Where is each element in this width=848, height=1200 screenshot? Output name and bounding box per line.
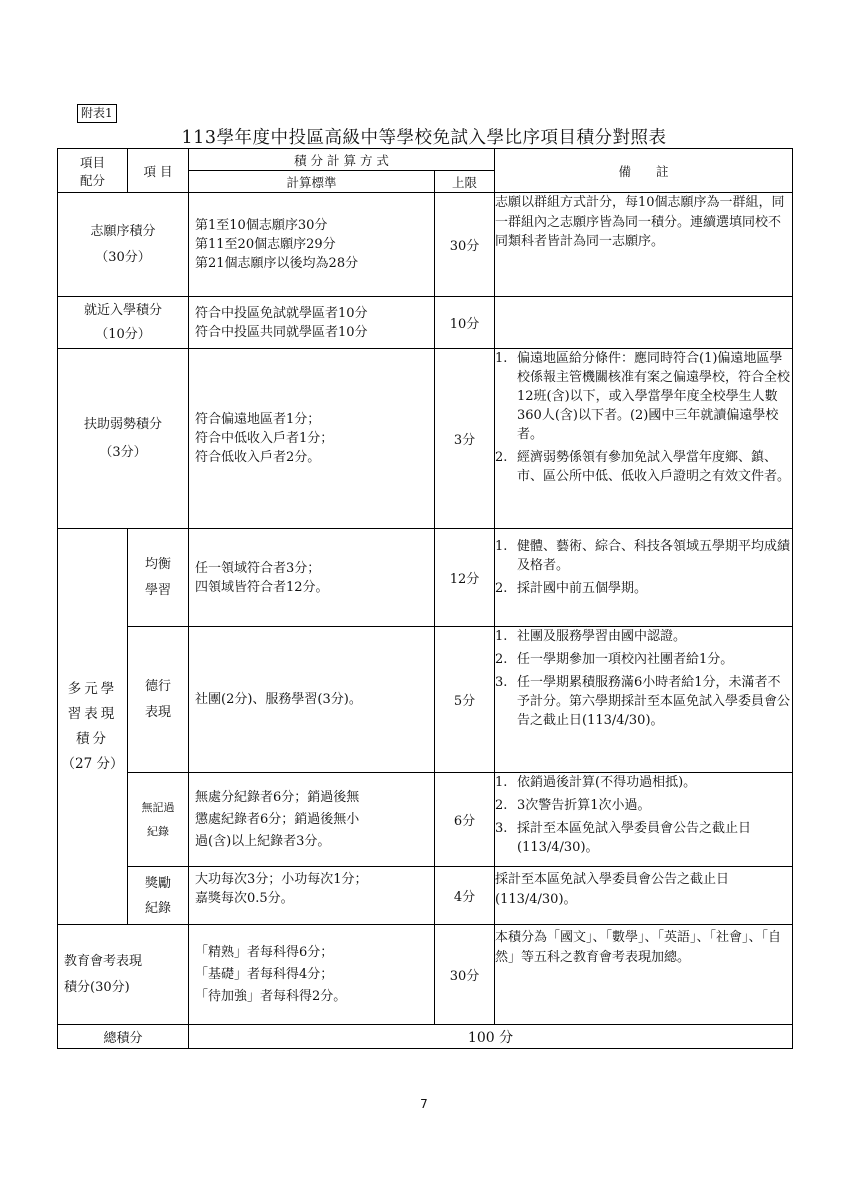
disadv-label: 扶助弱勢積分 <box>83 416 162 432</box>
row-conduct <box>58 627 793 773</box>
remark-number: 1. <box>495 629 508 644</box>
remark-text: 任一學期參加一項校內社團者給1分。 <box>517 652 734 667</box>
nearby-standard-line: 符合中投區免試就學區者10分 <box>195 305 368 321</box>
conduct-label-line: 德行 <box>144 678 171 694</box>
header-calc-standard: 計算標準 <box>189 171 435 193</box>
disadv-remark-list <box>495 349 792 486</box>
header-item: 項 目 <box>128 149 189 193</box>
remark-item <box>495 627 792 646</box>
header-remarks: 備 註 <box>495 149 793 193</box>
remark-number: 2. <box>495 450 508 465</box>
remark-number: 3. <box>495 675 508 690</box>
row-wish <box>58 193 793 297</box>
remark-text: 3次警告折算1次小過。 <box>517 798 651 813</box>
record-label-line: 紀錄 <box>147 824 169 838</box>
balanced-standard <box>189 529 435 627</box>
conduct-standard-line: 社團(2分)、服務學習(3分)。 <box>195 692 362 707</box>
page-title: 113學年度中投區高級中等學校免試入學比序項目積分對照表 <box>181 128 667 148</box>
remark-number: 2. <box>495 798 508 813</box>
disadv-standard-line: 符合中低收入戶者1分； <box>195 431 334 446</box>
conduct-label <box>128 627 189 773</box>
appendix-tag: 附表1 <box>77 104 117 123</box>
award-standard <box>189 867 435 925</box>
wish-sub: （30分） <box>95 249 151 265</box>
remark-text: 採計國中前五個學期。 <box>517 581 648 596</box>
nearby-sub: （10分） <box>95 326 151 342</box>
wish-standard <box>189 193 435 297</box>
remark-number: 1. <box>495 539 508 554</box>
disadv-remarks <box>495 349 793 529</box>
balanced-limit: 12分 <box>435 529 495 627</box>
balanced-standard-line: 任一領域符合者3分； <box>195 560 321 576</box>
disadv-limit: 3分 <box>435 349 495 529</box>
exam-sub: 積分(30分) <box>64 979 130 995</box>
wish-standard-line: 第21個志願序以後均為28分 <box>195 256 359 271</box>
balanced-remark-list <box>495 537 792 598</box>
row-award <box>58 867 793 925</box>
remark-item <box>495 773 792 792</box>
remark-item <box>495 673 792 730</box>
remark-number: 2. <box>495 581 508 596</box>
nearby-remark <box>495 297 793 349</box>
remark-item <box>495 579 792 598</box>
nearby-label: 就近入學積分 <box>83 302 162 318</box>
remark-number: 2. <box>495 652 508 667</box>
header-calc-method: 積 分 計 算 方 式 <box>189 149 495 171</box>
record-remarks <box>495 773 793 867</box>
conduct-label-line: 表現 <box>144 704 171 720</box>
multi-label-line: 習表現 <box>67 705 118 722</box>
wish-remark: 志願以群組方式計分，每10個志願序為一群組，同一群組內之志願序皆為同一積分。連續選填同校不同類科者皆計為同一志願序。 <box>495 193 793 297</box>
nearby-standard <box>189 297 435 349</box>
record-standard <box>189 773 435 867</box>
multi-label-line: 積分 <box>76 730 109 747</box>
remark-item <box>495 819 792 857</box>
exam-standard-line: 「待加強」者每科得2分。 <box>195 988 347 1004</box>
disadv-standard <box>189 349 435 529</box>
exam-standard <box>189 925 435 1025</box>
header-score-label: 配分 <box>79 172 105 188</box>
record-label <box>128 773 189 867</box>
row-balanced <box>58 529 793 627</box>
exam-label-cell <box>58 925 189 1025</box>
balanced-standard-line: 四領域皆符合者12分。 <box>195 579 329 595</box>
record-standard-line: 過(含)以上紀錄者3分。 <box>195 833 331 849</box>
remark-number: 1. <box>495 351 508 366</box>
remark-item <box>495 796 792 815</box>
remark-number: 3. <box>495 821 508 836</box>
record-standard-line: 懲處紀錄者6分；銷過後無小 <box>195 811 360 827</box>
row-exam <box>58 925 793 1025</box>
award-standard-line: 嘉獎每次0.5分。 <box>195 891 294 906</box>
award-remark: 採計至本區免試入學委員會公告之截止日(113/4/30)。 <box>495 867 793 925</box>
exam-limit: 30分 <box>435 925 495 1025</box>
wish-limit: 30分 <box>435 193 495 297</box>
remark-item <box>495 650 792 669</box>
wish-label: 志願序積分 <box>90 223 156 239</box>
multi-label-line: 多元學 <box>67 680 118 697</box>
exam-standard-line: 「基礎」者每科得4分； <box>195 966 334 982</box>
header-row-1 <box>58 149 793 171</box>
remark-text: 偏遠地區給分條件：應同時符合(1)偏遠地區學校係報主管機關核准有案之偏遠學校，符合全校12班(含)以下，或入學當學年度全校學生人數360人(含)以下者。(2)國中三年就讀偏遠學校者。 <box>517 351 791 442</box>
exam-standard-line: 「精熟」者每科得6分； <box>195 944 334 960</box>
conduct-remarks <box>495 627 793 773</box>
remark-text: 經濟弱勢係領有參加免試入學當年度鄉、鎮、市、區公所中低、低收入戶證明之有效文件者。 <box>517 450 791 484</box>
remark-text: 依銷過後計算(不得功過相抵)。 <box>517 775 697 790</box>
record-limit: 6分 <box>435 773 495 867</box>
score-table <box>57 148 793 1049</box>
balanced-label <box>128 529 189 627</box>
disadv-standard-line: 符合低收入戶者2分。 <box>195 450 321 465</box>
conduct-standard <box>189 627 435 773</box>
award-label-line: 獎勵 <box>144 875 171 891</box>
multi-label-cell <box>58 529 128 925</box>
remark-text: 採計至本區免試入學委員會公告之截止日(113/4/30)。 <box>517 821 752 855</box>
award-standard-line: 大功每次3分；小功每次1分； <box>195 872 368 887</box>
remark-text: 健體、藝術、綜合、科技各領域五學期平均成績及格者。 <box>517 539 791 573</box>
remark-item <box>495 349 792 444</box>
balanced-label-line: 均衡 <box>144 556 171 572</box>
exam-remark: 本積分為「國文」、「數學」、「英語」、「社會」、「自然」等五科之教育會考表現加總。 <box>495 925 793 1025</box>
balanced-label-line: 學習 <box>144 582 171 598</box>
wish-standard-line: 第11至20個志願序29分 <box>195 237 336 252</box>
remark-item <box>495 448 792 486</box>
award-label-line: 紀錄 <box>144 900 171 916</box>
remark-text: 社團及服務學習由國中認證。 <box>517 629 687 644</box>
total-value: 100 分 <box>189 1025 793 1049</box>
nearby-standard-line: 符合中投區共同就學區者10分 <box>195 324 368 340</box>
award-label <box>128 867 189 925</box>
header-upper-limit: 上限 <box>435 171 495 193</box>
balanced-remarks <box>495 529 793 627</box>
total-label: 總積分 <box>58 1025 189 1049</box>
disadv-label-cell <box>58 349 189 529</box>
record-standard-line: 無處分紀錄者6分；銷過後無 <box>195 789 360 805</box>
conduct-limit: 5分 <box>435 627 495 773</box>
exam-label: 教育會考表現 <box>64 953 143 969</box>
row-record <box>58 773 793 867</box>
header-item-score <box>58 149 128 193</box>
row-total <box>58 1025 793 1049</box>
multi-label-line: （27 分） <box>61 755 124 772</box>
nearby-limit: 10分 <box>435 297 495 349</box>
wish-label-cell <box>58 193 189 297</box>
remark-item <box>495 537 792 575</box>
remark-text: 任一學期累積服務滿6小時者給1分，未滿者不予計分。第六學期採計至本區免試入學委員會公告之截止日(113/4/30)。 <box>517 675 791 728</box>
disadv-standard-line: 符合偏遠地區者1分； <box>195 412 321 427</box>
record-label-line: 無記過 <box>141 800 175 814</box>
record-remark-list <box>495 773 792 857</box>
disadv-sub: （3分） <box>99 444 147 460</box>
award-limit: 4分 <box>435 867 495 925</box>
header-item-label: 項目 <box>79 154 105 170</box>
row-disadv <box>58 349 793 529</box>
row-nearby <box>58 297 793 349</box>
remark-number: 1. <box>495 775 508 790</box>
nearby-label-cell <box>58 297 189 349</box>
page-number: 7 <box>420 1097 428 1111</box>
wish-standard-line: 第1至10個志願序30分 <box>195 218 328 233</box>
conduct-remark-list <box>495 627 792 730</box>
